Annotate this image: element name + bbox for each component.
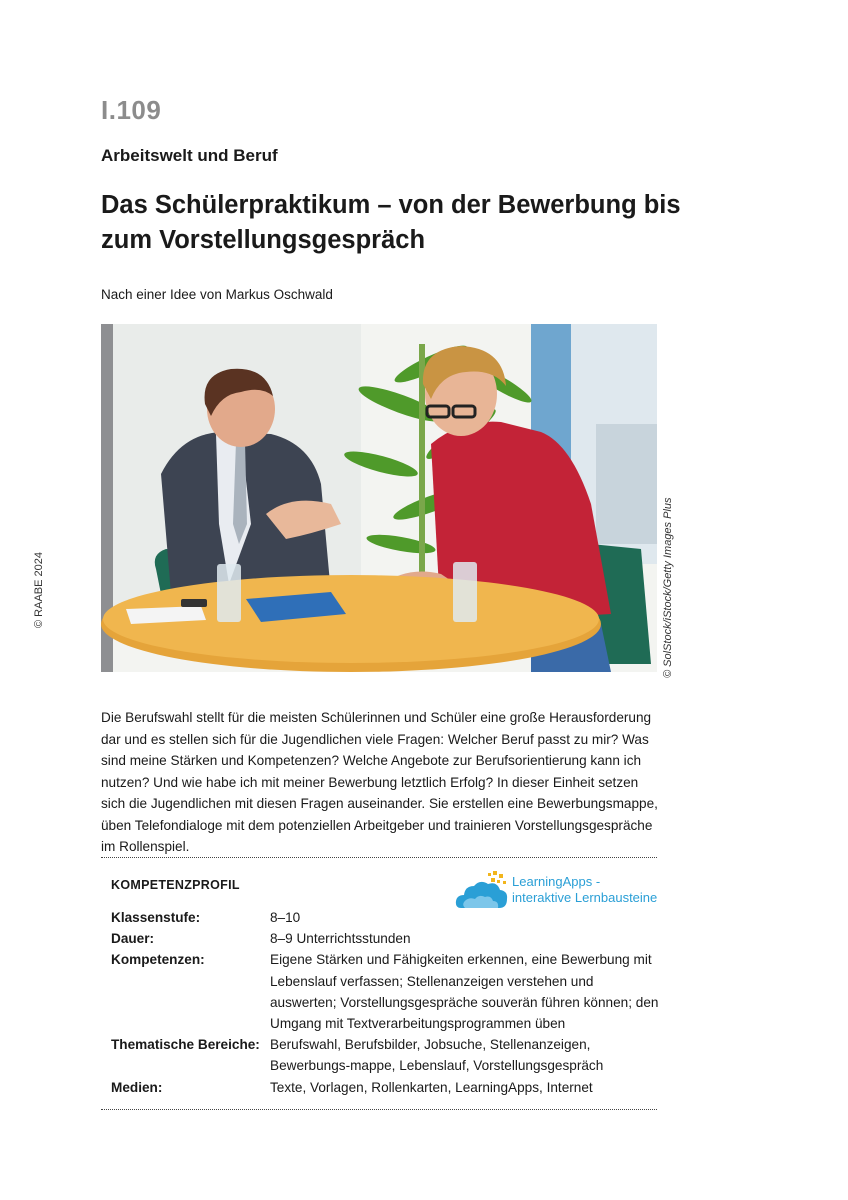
profile-value: Texte, Vorlagen, Rollenkarten, LearningApps, Internet: [270, 1079, 593, 1095]
page-title: Das Schülerpraktikum – von der Bewerbung bis zum Vorstellungsgespräch: [101, 191, 681, 254]
profile-label: Medien:: [111, 1079, 163, 1095]
author-line: Nach einer Idee von Markus Oschwald: [101, 287, 333, 302]
profile-row-kompetenzen: [111, 949, 661, 1034]
profile-value: 8–10: [270, 910, 301, 925]
photo-credit-text: © SolStock/iStock/Getty Images Plus: [662, 497, 674, 678]
cloud-icon: [455, 868, 511, 912]
category-heading: Arbeitswelt und Beruf: [101, 146, 278, 165]
profile-value: 8–9 Unterrichtsstunden: [270, 931, 411, 947]
divider-bottom: [101, 1109, 657, 1110]
profile-value: Eigene Stärken und Fähigkeiten erkennen, eine Bewerbung mit Lebenslauf verfassen; Stellenanzeigen verstehen und auswerten; Vorstellungsgespräche souverän führen können; den Umgang mit Textverarbeitungsprogrammen üben: [270, 952, 659, 1032]
logo-text-line1: LearningApps -: [512, 874, 601, 889]
kompetenzprofil-table: [111, 907, 661, 1098]
kompetenzprofil-heading: KOMPETENZPROFIL: [111, 878, 240, 892]
logo-text-line2: interaktive Lernbausteine: [512, 890, 658, 905]
profile-label: Dauer:: [111, 931, 155, 947]
profile-row-medien: [111, 1077, 661, 1098]
divider-top: [101, 857, 657, 858]
profile-label: Thematische Bereiche:: [111, 1037, 260, 1053]
photo-credit-vertical: [662, 497, 678, 680]
profile-row-klassenstufe: [111, 907, 661, 928]
profile-row-dauer: [111, 928, 661, 949]
intro-paragraph: Die Berufswahl stellt für die meisten Schülerinnen und Schüler eine große Herausforderung dar und es stellen sich für die Jugendlichen viele Fragen: Welcher Beruf passt zu mir? Was sind meine Stärken und Kompetenzen? Welche Angebote zur Berufsorientierung kann ich nutzen? Und wie habe ich mit meiner Bewerbung letztlich Erfolg? In dieser Einheit setzen sich die Jugendlichen mit diesen Fragen auseinander. Sie erstellen eine Bewerbungsmappe, üben Telefondialoge mit dem potenziellen Arbeitgeber und trainieren Vorstellungsgespräche im Rollenspiel.: [101, 710, 658, 854]
interview-photo: [101, 324, 657, 672]
unit-number: I.109: [101, 95, 162, 125]
learningapps-logo[interactable]: [455, 868, 660, 912]
profile-label: Klassenstufe:: [111, 910, 201, 925]
logo-text: [512, 874, 657, 906]
profile-row-thematische-bereiche: [111, 1034, 661, 1076]
profile-value: Berufswahl, Berufsbilder, Jobsuche, Stellenanzeigen, Bewerbungs-mappe, Lebenslauf, Vorstellungsgespräch: [270, 1037, 604, 1074]
copyright-vertical: [33, 552, 49, 636]
profile-label: Kompetenzen:: [111, 952, 205, 968]
copyright-text: © RAABE 2024: [33, 552, 45, 628]
